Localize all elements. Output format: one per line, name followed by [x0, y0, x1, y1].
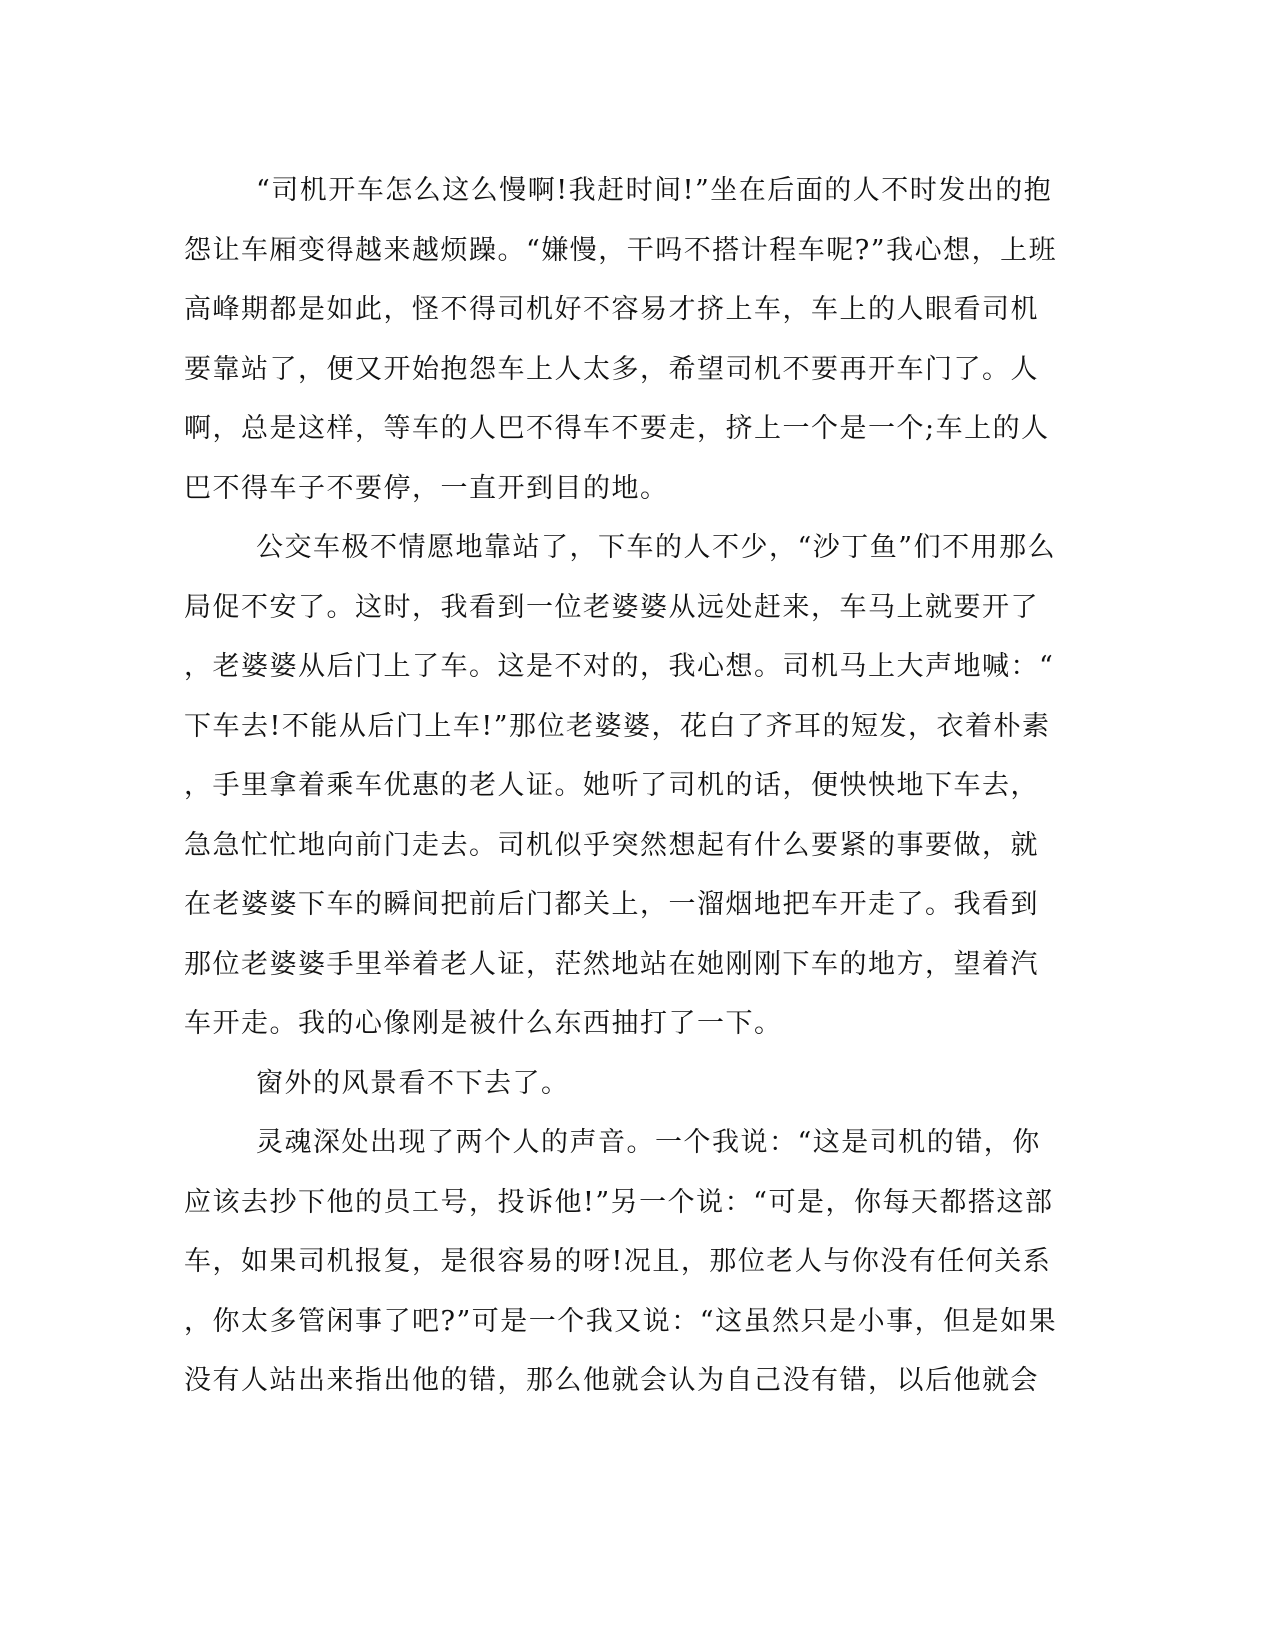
text-line: 车开走。我的心像刚是被什么东西抽打了一下。 [184, 1008, 783, 1039]
text-line: 下车去!不能从后门上车!”那位老婆婆，花白了齐耳的短发，衣着朴素 [184, 710, 1051, 742]
paragraph-2 [184, 518, 1057, 1054]
text-line: 车，如果司机报复，是很容易的呀!况且，那位老人与你没有任何关系 [184, 1246, 1052, 1277]
paragraph-3 [184, 1054, 1030, 1114]
text-line: ，你太多管闲事了吧?”可是一个我又说：“这虽然只是小事，但是如果 [184, 1305, 1058, 1337]
text-line: 局促不安了。这时，我看到一位老婆婆从远处赶来，车马上就要开了 [184, 591, 1039, 623]
text-line: 高峰期都是如此，怪不得司机好不容易才挤上车，车上的人眼看司机 [184, 294, 1039, 325]
text-line: 那位老婆婆手里举着老人证，茫然地站在她刚刚下车的地方，望着汽 [184, 948, 1039, 980]
text-line: 应该去抄下他的员工号，投诉他!”另一个说：“可是，你每天都搭这部 [184, 1186, 1054, 1218]
text-line: 公交车极不情愿地靠站了，下车的人不少，“沙丁鱼”们不用那么 [256, 532, 1057, 563]
document-body [184, 161, 1058, 1411]
text-line: 灵魂深处出现了两个人的声音。一个我说：“这是司机的错，你 [256, 1127, 1041, 1158]
text-line: 巴不得车子不要停，一直开到目的地。 [184, 472, 669, 504]
text-line: 急急忙忙地向前门走去。司机似乎突然想起有什么要紧的事要做，就 [184, 829, 1039, 861]
text-line: ，手里拿着乘车优惠的老人证。她听了司机的话，便怏怏地下车去， [184, 770, 1039, 801]
paragraph-4 [184, 1113, 1058, 1411]
text-line: 没有人站出来指出他的错，那么他就会认为自己没有错，以后他就会 [184, 1365, 1039, 1396]
paragraph-1 [184, 161, 1058, 518]
text-line: “司机开车怎么这么慢啊!我赶时间!”坐在后面的人不时发出的抱 [256, 175, 1053, 206]
text-line: 窗外的风景看不下去了。 [256, 1067, 570, 1099]
text-line: 啊，总是这样，等车的人巴不得车不要走，挤上一个是一个;车上的人 [184, 413, 1050, 444]
text-line: ，老婆婆从后门上了车。这是不对的，我心想。司机马上大声地喊：“ [184, 651, 1055, 682]
text-line: 在老婆婆下车的瞬间把前后门都关上，一溜烟地把车开走了。我看到 [184, 889, 1039, 920]
text-line: 要靠站了，便又开始抱怨车上人太多，希望司机不要再开车门了。人 [184, 353, 1039, 385]
text-line: 怨让车厢变得越来越烦躁。“嫌慢，干吗不搭计程车呢?”我心想，上班 [184, 234, 1058, 266]
